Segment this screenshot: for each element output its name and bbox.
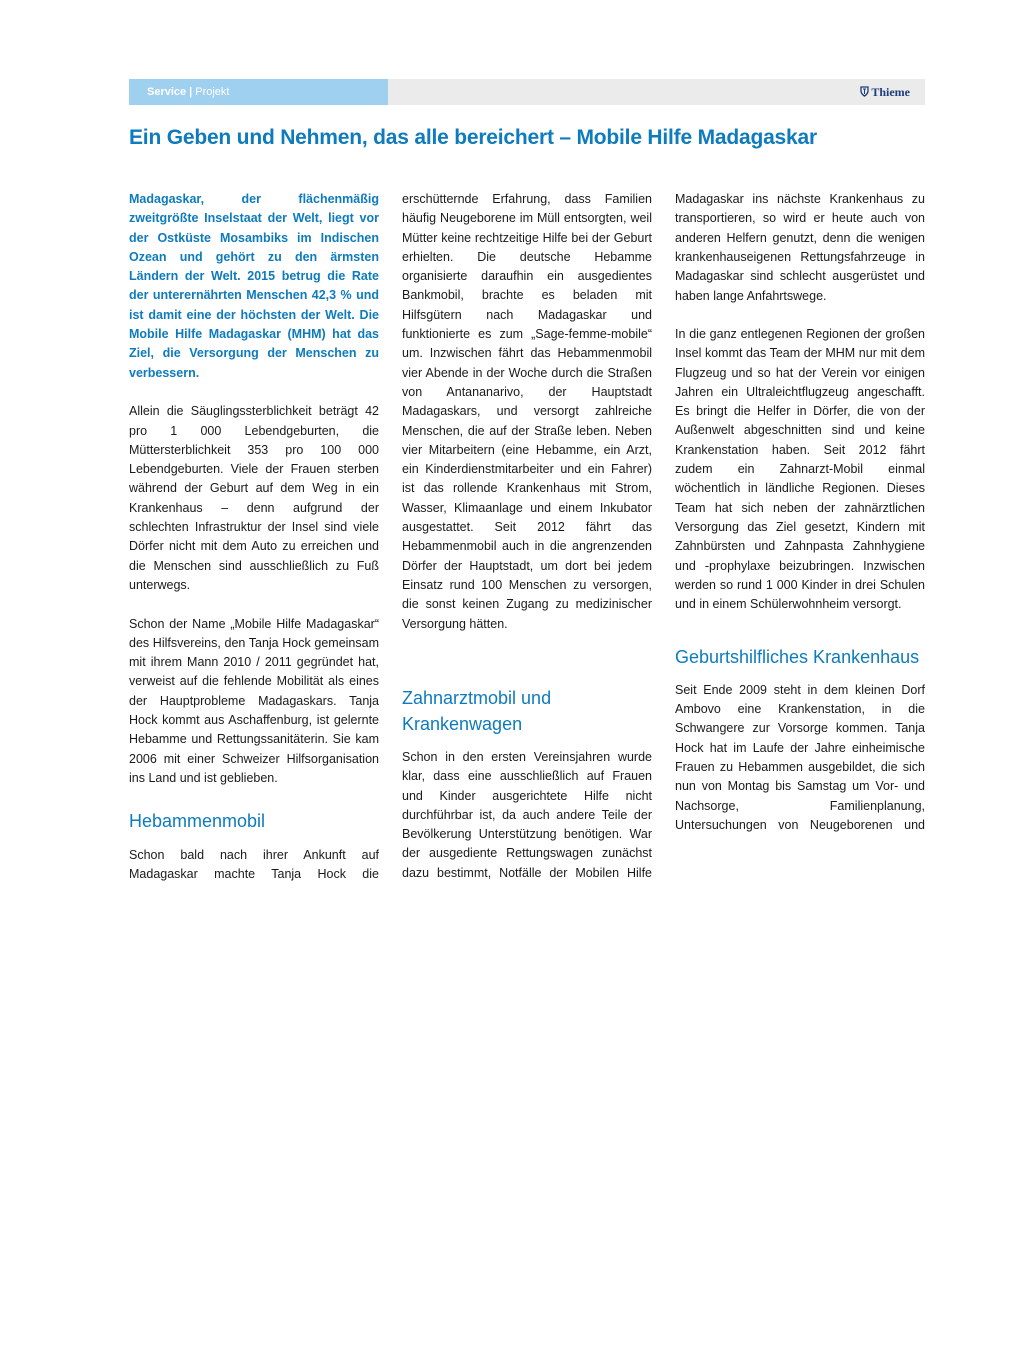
spacer	[402, 653, 652, 685]
body-paragraph-continued: erschütternde Erfahrung, dass Familien häufig Neugeborene im Müll entsorgten, weil Mütter keine rechtzeitige Hilfe bei der Geburt erhielten. Die deutsche Hebamme organisierte daraufhin ein ausgedientes Bankmobil, brachte es beladen mit Hilfsgütern nach Madagaskar und funktionierte es zum „Sage-femme-mobile“ um. Inzwischen fährt das Hebammenmobil vier Abende in der Woche durch die Straßen von Antananarivo, der Hauptstadt Madagaskars, und versorgt zahlreiche Menschen, die auf der Straße leben. Neben vier Mitarbeitern (eine Hebamme, ein Arzt, ein Kinderdienstmitarbeiter und ein Fahrer) ist das rollende Krankenhaus mit Strom, Wasser, Klimaanlage und einem Inkubator ausgestattet. Seit 2012 fährt das Hebammenmobil auch in die angrenzenden Dörfer der Hauptstadt, um dort bei jedem Einsatz rund 100 Menschen zu versorgen, die sonst keinen Zugang zu medizinischer Versorgung hätten.	[402, 192, 652, 631]
column-3	[675, 190, 925, 837]
section-heading-geburtshilfliches-krankenhaus: Geburtshilfliches Krankenhaus	[675, 646, 920, 667]
column-2-continued-text	[402, 190, 652, 653]
section-heading-zahnarztmobil: Zahnarztmobil und Krankenwagen	[402, 688, 552, 734]
column-2	[402, 190, 652, 883]
brand-name: Thieme	[871, 85, 910, 99]
body-paragraph: Seit Ende 2009 steht in dem kleinen Dorf Ambovo eine Krankenstation, in die Schwangere zur Vorsorge kommen. Tanja Hock hat im Laufe der Jahre einheimische Frauen zu Hebammen ausgebildet, die sich nun von Montag bis Samstag um Vor- und Nachsorge, Familienplanung, Untersuchungen von Neugeborenen und	[675, 682, 925, 832]
lead-paragraph: Madagaskar, der flächenmäßig zweitgrößte Inselstaat der Welt, liegt vor der Ostküste Mosambiks im Indischen Ozean und gehört zu den ärmsten Ländern der Welt. 2015 betrug die Rate der unterernährten Menschen 42,3 % und ist damit eine der höchsten der Welt. Die Mobile Hilfe Madagaskar (MHM) hat das Ziel, die Versorgung der Menschen zu verbessern.	[129, 192, 379, 380]
article-title: Ein Geben und Nehmen, das alle bereichert – Mobile Hilfe Madagaskar	[129, 126, 817, 149]
body-paragraph: Schon der Name „Mobile Hilfe Madagaskar“ des Hilfsvereins, den Tanja Hock gemeinsam mit ihrem Mann 2010 / 2011 gegründet hat, verweist auf die fehlende Mobilität als eines der Hauptprobleme Madagaskars. Tanja Hock kommt aus Aschaffenburg, ist gelernte Hebamme und Rettungssanitäterin. Sie kam 2006 mit einer Schweizer Hilfsorganisation ins Land und ist geblieben.	[129, 616, 379, 785]
header-bar	[129, 79, 925, 105]
publisher-brand	[860, 79, 910, 105]
column-2-text-end	[402, 748, 652, 883]
column-3-text-end	[675, 681, 925, 837]
body-paragraph: In die ganz entlegenen Regionen der großen Insel kommt das Team der MHM nur mit dem Flugzeug und so hat der Verein vor einigen Jahren ein Ultraleichtflugzeug angeschafft. Es bringt die Helfer in Dörfer, die von der Außenwelt abgeschnitten sind und keine Krankenstation haben. Seit 2012 fährt zudem ein Zahnarzt-Mobil einmal wöchentlich in ländliche Regionen. Dieses Team hat sich neben der zahnärztlichen Versorgung das Ziel gesetzt, Kindern mit Zahnbürsten und Zahnpasta Zahnhygiene und -prophylaxe beizubringen. Inzwischen werden so rund 1 000 Kinder in drei Schulen und in einem Schülerwohnheim versorgt.	[675, 327, 925, 612]
section-label: Service	[147, 86, 187, 98]
section-separator: |	[189, 86, 193, 98]
column-3-continued-text	[675, 190, 925, 306]
spacer	[675, 634, 925, 644]
body-paragraph: Schon bald nach ihrer Ankunft auf Madagaskar machte Tanja Hock die	[129, 848, 379, 882]
column-1-continued	[129, 846, 379, 886]
column-1	[129, 190, 379, 839]
body-paragraph-continued: Madagaskar ins nächste Krankenhaus zu transportieren, so wird er heute auch von anderen Helfern genutzt, denn die wenigen krankenhauseigenen Rettungsfahrzeuge in Madagaskar sind schlecht ausgerüstet und haben lange Anfahrtswege.	[675, 192, 925, 303]
section-heading-hebammenmobil: Hebammenmobil	[129, 810, 266, 831]
spacer	[675, 306, 925, 325]
body-paragraph: Schon in den ersten Vereinsjahren wurde klar, dass eine ausschließlich auf Frauen und Kinder ausgerichtete Hilfe nicht durchführbar ist, da auch andere Teile der Bevölkerung Unterstützung benötigen. War der ausgediente Rettungswagen zunächst dazu bestimmt, Notfälle der Mobilen Hilfe	[402, 750, 652, 880]
thieme-logo-icon	[860, 86, 869, 97]
section-tag	[129, 79, 388, 105]
body-paragraph: Allein die Säuglingssterblichkeit beträgt 42 pro 1 000 Lebendgeburten, die Müttersterblichkeit 353 pro 100 000 Lebendgeburten. Viele der Frauen sterben während der Geburt auf dem Weg in ein Krankenhaus – denn aufgrund der schlechten Infrastruktur der Insel sind viele Dörfer nicht mit dem Auto zu erreichen und die Menschen sind ausschließlich zu Fuß unterwegs.	[129, 404, 379, 592]
subsection-label: Projekt	[195, 86, 230, 98]
